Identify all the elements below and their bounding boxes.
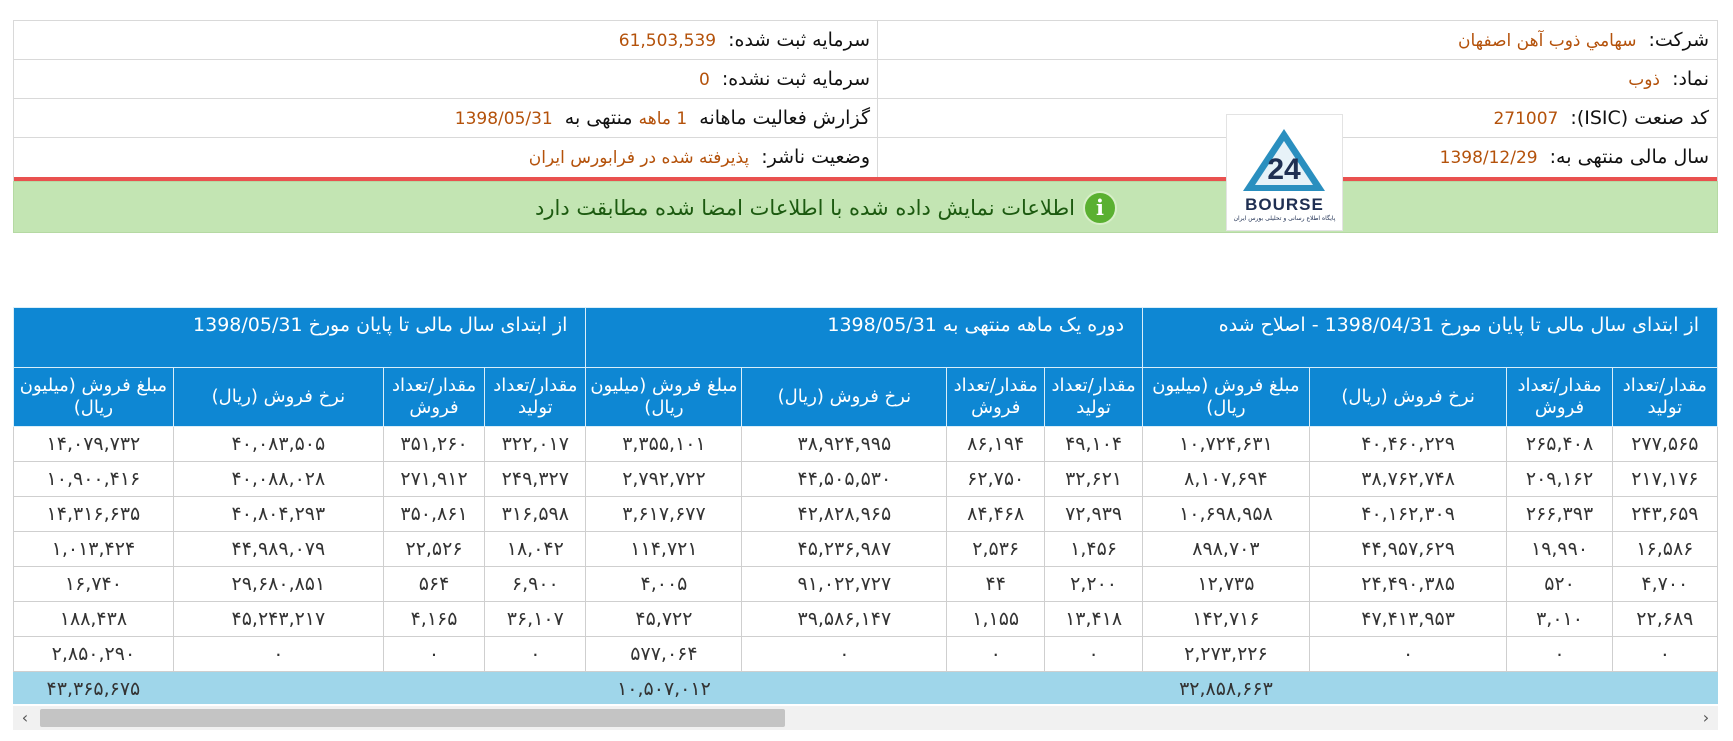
table-cell: ۳۵۱,۲۶۰	[383, 427, 484, 462]
table-cell: ۸,۱۰۷,۶۹۴	[1143, 462, 1310, 497]
report-count: 1 ماهه	[638, 109, 688, 129]
bourse24-logo[interactable]	[1226, 114, 1343, 231]
table-cell: ۰	[742, 637, 947, 672]
report-date: 1398/05/31	[454, 109, 553, 129]
table-cell: ۴۴,۹۵۷,۶۲۹	[1309, 532, 1507, 567]
total-cell	[1507, 672, 1612, 705]
status-row	[14, 138, 878, 177]
table-cell: ۷۲,۹۳۹	[1045, 497, 1143, 532]
table-cell: ۸۴,۴۶۸	[947, 497, 1045, 532]
table-cell: ۴۰,۸۰۴,۲۹۳	[173, 497, 383, 532]
total-cell	[1045, 672, 1143, 705]
table-row	[14, 497, 1718, 532]
table-cell: ۲۶۶,۳۹۳	[1507, 497, 1612, 532]
column-header: نرخ فروش (ریال)	[742, 368, 947, 427]
table-cell: ۲,۷۹۲,۷۲۲	[586, 462, 742, 497]
table-cell: ۳,۶۱۷,۶۷۷	[586, 497, 742, 532]
table-cell: ۳۸,۷۶۲,۷۴۸	[1309, 462, 1507, 497]
column-header: مبلغ فروش (میلیون ریال)	[1143, 368, 1310, 427]
table-cell: ۶۲,۷۵۰	[947, 462, 1045, 497]
info-icon: i	[1083, 191, 1117, 225]
table-cell: ۴۹,۱۰۴	[1045, 427, 1143, 462]
column-header: نرخ فروش (ریال)	[1309, 368, 1507, 427]
table-cell: ۱۸۸,۴۳۸	[14, 602, 174, 637]
total-cell: ۳۲,۸۵۸,۶۶۳	[1143, 672, 1310, 705]
table-cell: ۴۵,۲۴۳,۲۱۷	[173, 602, 383, 637]
report-row	[14, 99, 878, 138]
table-cell: ۴۰,۰۸۳,۵۰۵	[173, 427, 383, 462]
table-cell: ۸۹۸,۷۰۳	[1143, 532, 1310, 567]
table-cell: ۱۰,۹۰۰,۴۱۶	[14, 462, 174, 497]
table-cell: ۳۸,۹۲۴,۹۹۵	[742, 427, 947, 462]
table-cell: ۰	[1612, 637, 1717, 672]
group-header-2: دوره یک ماهه منتهی به 1398/05/31	[586, 308, 1143, 368]
table-cell: ۰	[947, 637, 1045, 672]
group-header-3: از ابتدای سال مالی تا پایان مورخ 1398/05/31	[14, 308, 586, 368]
total-cell	[947, 672, 1045, 705]
capital-label: سرمایه ثبت شده:	[728, 29, 870, 51]
column-header: مقدار/تعداد فروش	[1507, 368, 1612, 427]
column-header: مبلغ فروش (میلیون ریال)	[14, 368, 174, 427]
table-cell: ۴۰,۴۶۰,۲۲۹	[1309, 427, 1507, 462]
table-cell: ۲۴۹,۳۲۷	[485, 462, 586, 497]
table-cell: ۱۴,۰۷۹,۷۳۲	[14, 427, 174, 462]
table-cell: ۴۲,۸۲۸,۹۶۵	[742, 497, 947, 532]
symbol-label: نماد:	[1672, 68, 1709, 90]
table-cell: ۰	[485, 637, 586, 672]
company-row	[878, 21, 1717, 60]
notice-text: اطلاعات نمایش داده شده با اطلاعات امضا شده مطابقت دارد	[535, 196, 1075, 220]
total-cell	[485, 672, 586, 705]
unregistered-capital-row	[14, 60, 878, 99]
unregistered-capital-label: سرمایه ثبت نشده:	[721, 68, 870, 90]
table-cell: ۱,۰۱۳,۴۲۴	[14, 532, 174, 567]
column-header-row	[14, 368, 1718, 427]
table-cell: ۲,۵۳۶	[947, 532, 1045, 567]
table-cell: ۰	[1507, 637, 1612, 672]
column-header: مقدار/تعداد تولید	[1045, 368, 1143, 427]
status-label: وضعیت ناشر:	[761, 146, 870, 168]
table-cell: ۸۶,۱۹۴	[947, 427, 1045, 462]
report-prefix: گزارش فعالیت ماهانه	[699, 107, 870, 129]
table-cell: ۱۸,۰۴۲	[485, 532, 586, 567]
company-value: سهامي ذوب آهن اصفهان	[1458, 31, 1637, 51]
total-cell: ۱۰,۵۰۷,۰۱۲	[586, 672, 742, 705]
logo-word: BOURSE	[1245, 195, 1324, 214]
total-row	[14, 672, 1718, 705]
table-cell: ۵۲۰	[1507, 567, 1612, 602]
table-cell: ۱۴,۳۱۶,۶۳۵	[14, 497, 174, 532]
total-cell	[383, 672, 484, 705]
table-cell: ۲۷۷,۵۶۵	[1612, 427, 1717, 462]
table-cell: ۲۷۱,۹۱۲	[383, 462, 484, 497]
table-cell: ۴,۱۶۵	[383, 602, 484, 637]
logo-triangle-icon	[1227, 115, 1342, 195]
notice-content	[535, 191, 1117, 225]
table-cell: ۱۰,۷۲۴,۶۳۱	[1143, 427, 1310, 462]
company-info-left	[14, 21, 878, 177]
scroll-thumb[interactable]	[40, 709, 785, 727]
logo-subtitle: پایگاه اطلاع رسانی و تحلیلی بورس ایران	[1233, 215, 1336, 222]
total-cell	[742, 672, 947, 705]
table-cell: ۰	[1045, 637, 1143, 672]
table-cell: ۱۱۴,۷۲۱	[586, 532, 742, 567]
table-cell: ۴۴,۵۰۵,۵۳۰	[742, 462, 947, 497]
horizontal-scrollbar[interactable]	[13, 706, 1718, 730]
total-cell	[1612, 672, 1717, 705]
table-cell: ۱,۴۵۶	[1045, 532, 1143, 567]
status-value: پذیرفته شده در فرابورس ایران	[528, 148, 750, 168]
table-cell: ۹۱,۰۲۲,۷۲۷	[742, 567, 947, 602]
table-row	[14, 602, 1718, 637]
table-cell: ۱۹,۹۹۰	[1507, 532, 1612, 567]
table-cell: ۴,۷۰۰	[1612, 567, 1717, 602]
table-cell: ۱۴۲,۷۱۶	[1143, 602, 1310, 637]
column-header: مقدار/تعداد فروش	[947, 368, 1045, 427]
table-cell: ۳۹,۵۸۶,۱۴۷	[742, 602, 947, 637]
table-cell: ۱,۱۵۵	[947, 602, 1045, 637]
symbol-value: ذوب	[1628, 70, 1661, 90]
table-cell: ۲۴۳,۶۵۹	[1612, 497, 1717, 532]
table-cell: ۲۰۹,۱۶۲	[1507, 462, 1612, 497]
unregistered-capital-value: 0	[698, 70, 710, 90]
table-cell: ۳۱۶,۵۹۸	[485, 497, 586, 532]
company-label: شرکت:	[1648, 29, 1709, 51]
capital-value: 61,503,539	[618, 31, 717, 51]
table-cell: ۳۵۰,۸۶۱	[383, 497, 484, 532]
table-cell: ۲۶۵,۴۰۸	[1507, 427, 1612, 462]
scroll-left-arrow-icon[interactable]: ‹	[21, 708, 29, 727]
table-cell: ۱۳,۴۱۸	[1045, 602, 1143, 637]
group-header-row	[14, 308, 1718, 368]
column-header: مقدار/تعداد تولید	[1612, 368, 1717, 427]
table-cell: ۴۵,۷۲۲	[586, 602, 742, 637]
symbol-row	[878, 60, 1717, 99]
table-row	[14, 637, 1718, 672]
company-info-panel	[13, 20, 1718, 181]
total-cell	[1309, 672, 1507, 705]
table-cell: ۳۶,۱۰۷	[485, 602, 586, 637]
table-row	[14, 462, 1718, 497]
column-header: مقدار/تعداد فروش	[383, 368, 484, 427]
capital-row	[14, 21, 878, 60]
table-cell: ۴۷,۴۱۳,۹۵۳	[1309, 602, 1507, 637]
table-row	[14, 567, 1718, 602]
table-cell: ۰	[1309, 637, 1507, 672]
table-cell: ۲۲,۵۲۶	[383, 532, 484, 567]
table-cell: ۲۲,۶۸۹	[1612, 602, 1717, 637]
table-row	[14, 427, 1718, 462]
table-cell: ۲,۲۷۳,۲۲۶	[1143, 637, 1310, 672]
table-cell: ۴,۰۰۵	[586, 567, 742, 602]
table-cell: ۴۰,۰۸۸,۰۲۸	[173, 462, 383, 497]
fiscal-value: 1398/12/29	[1439, 148, 1538, 168]
total-cell	[173, 672, 383, 705]
scroll-right-arrow-icon[interactable]: ›	[1702, 708, 1710, 727]
table-cell: ۴۴	[947, 567, 1045, 602]
table-cell: ۱۰,۶۹۸,۹۵۸	[1143, 497, 1310, 532]
group-header-1: از ابتدای سال مالی تا پایان مورخ 1398/04/31 - اصلاح شده	[1143, 308, 1718, 368]
table-cell: ۳۲۲,۰۱۷	[485, 427, 586, 462]
table-cell: ۴۵,۲۳۶,۹۸۷	[742, 532, 947, 567]
table-cell: ۴۰,۱۶۲,۳۰۹	[1309, 497, 1507, 532]
table-cell: ۰	[383, 637, 484, 672]
activity-table-wrapper[interactable]	[13, 307, 1718, 704]
table-cell: ۲۹,۶۸۰,۸۵۱	[173, 567, 383, 602]
table-cell: ۳,۳۵۵,۱۰۱	[586, 427, 742, 462]
column-header: مقدار/تعداد تولید	[485, 368, 586, 427]
column-header: مبلغ فروش (میلیون ریال)	[586, 368, 742, 427]
table-cell: ۱۶,۵۸۶	[1612, 532, 1717, 567]
table-cell: ۲,۸۵۰,۲۹۰	[14, 637, 174, 672]
isic-label: کد صنعت (ISIC):	[1570, 107, 1709, 129]
verification-notice	[13, 181, 1718, 233]
table-cell: ۶,۹۰۰	[485, 567, 586, 602]
total-cell: ۴۳,۳۶۵,۶۷۵	[14, 672, 174, 705]
table-cell: ۱۲,۷۳۵	[1143, 567, 1310, 602]
table-cell: ۳,۰۱۰	[1507, 602, 1612, 637]
table-cell: ۵۶۴	[383, 567, 484, 602]
table-cell: ۲۱۷,۱۷۶	[1612, 462, 1717, 497]
report-mid: منتهی به	[564, 107, 633, 129]
fiscal-label: سال مالی منتهی به:	[1549, 146, 1709, 168]
column-header: نرخ فروش (ریال)	[173, 368, 383, 427]
activity-table	[13, 307, 1718, 704]
table-cell: ۰	[173, 637, 383, 672]
table-cell: ۴۴,۹۸۹,۰۷۹	[173, 532, 383, 567]
table-cell: ۳۲,۶۲۱	[1045, 462, 1143, 497]
table-cell: ۲,۲۰۰	[1045, 567, 1143, 602]
svg-text:24: 24	[1267, 153, 1301, 186]
table-cell: ۵۷۷,۰۶۴	[586, 637, 742, 672]
table-cell: ۱۶,۷۴۰	[14, 567, 174, 602]
table-body	[14, 427, 1718, 705]
table-cell: ۲۴,۴۹۰,۳۸۵	[1309, 567, 1507, 602]
table-row	[14, 532, 1718, 567]
isic-value: 271007	[1493, 109, 1559, 129]
